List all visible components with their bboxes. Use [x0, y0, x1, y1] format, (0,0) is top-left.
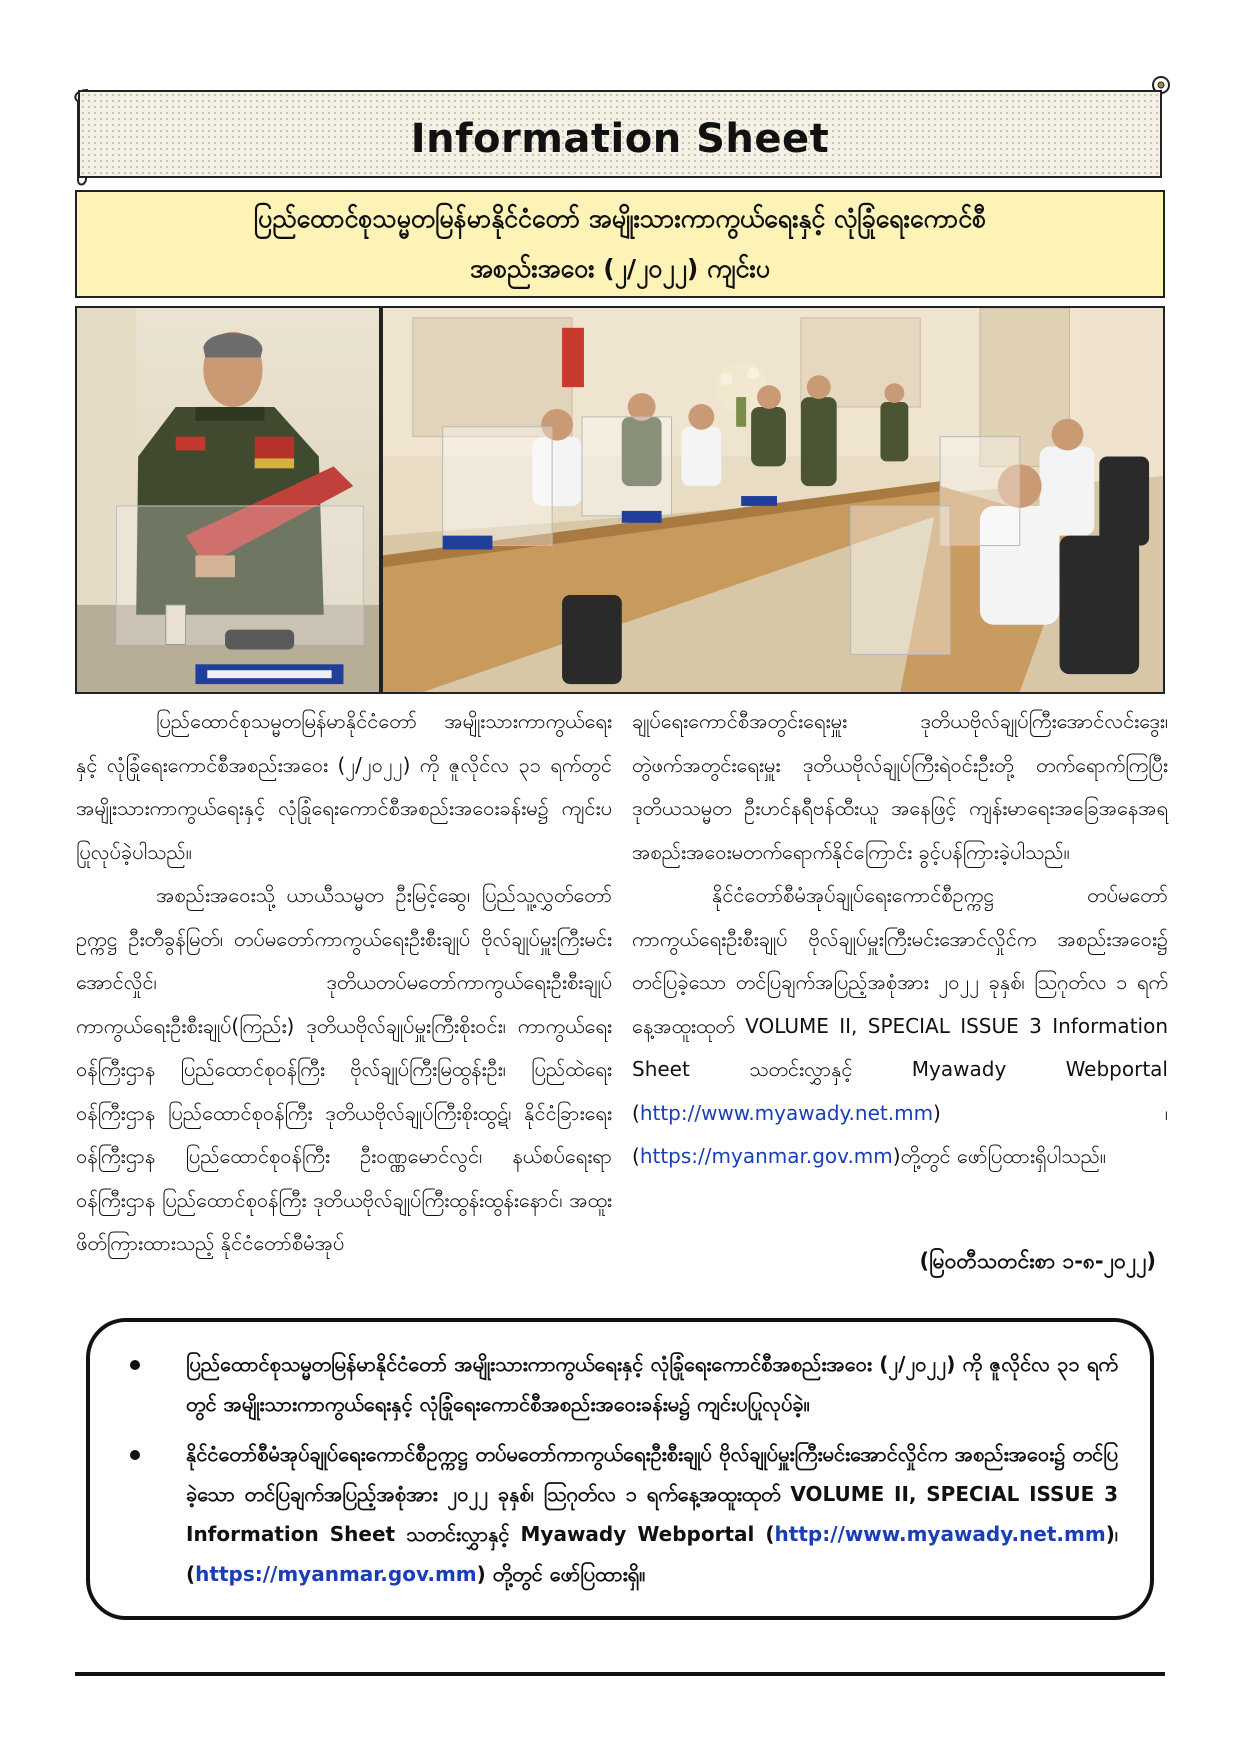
paragraph-attendees-cont: ချုပ်ရေးကောင်စီအတွင်းရေးမှူး ဒုတိယဗိုလ်ချုပ်ကြီးအောင်လင်းဒွေး၊ တွဲဖက်အတွင်းရေးမှူး ဒုတိယဗိုလ်ချုပ်ကြီးရဲဝင်းဦးတို့ တက်ရောက်ကြပြီး ဒုတိယသမ္မတ ဦးဟင်နရီဗန်ထီးယူ အနေဖြင့် ကျန်းမာရေးအခြေအနေအရ အစည်းအဝေးမတက်ရောက်နိုင်ကြောင်း ခွင့်ပန်ကြားခဲ့ပါသည်။ — [632, 709, 1168, 864]
title-banner — [78, 90, 1162, 178]
page-title: Information Sheet — [410, 116, 830, 162]
subtitle-box — [75, 190, 1165, 298]
myawady-link[interactable]: http://www.myawady.net.mm — [639, 1100, 934, 1125]
bullet-icon — [130, 1360, 140, 1370]
meeting-photo-image — [383, 308, 1163, 692]
portrait-photo-image — [77, 308, 379, 692]
portrait-photo — [75, 306, 381, 694]
summary-myawady-link[interactable]: http://www.myawady.net.mm — [774, 1522, 1106, 1546]
bullet-icon — [130, 1450, 140, 1460]
paragraph-intro: ပြည်ထောင်စုသမ္မတမြန်မာနိုင်ငံတော် အမျိုးသားကာကွယ်ရေးနှင့် လုံခြုံရေးကောင်စီအစည်းအဝေး (၂/၂၀၂၂) ကို ဇူလိုင်လ ၃၁ ရက်တွင် အမျိုးသားကာကွယ်ရေးနှင့် လုံခြုံရေးကောင်စီအစည်းအဝေးခန်းမ၌ ကျင်းပပြုလုပ်ခဲ့ပါသည်။ — [76, 709, 612, 864]
source-credit: (မြဝတီသတင်းစာ ၁-၈-၂၀၂၂) — [919, 1249, 1156, 1273]
summary-myanmar-gov-link[interactable]: https://myanmar.gov.mm — [195, 1562, 477, 1586]
footer-rule — [75, 1672, 1165, 1676]
summary-list — [130, 1344, 1118, 1594]
meeting-photo — [381, 306, 1165, 694]
summary-item-2-text-c: ) တို့တွင် ဖော်ပြထားရှိ။ — [476, 1562, 646, 1586]
summary-item-2 — [130, 1434, 1118, 1594]
subtitle-line-2: အစည်းအဝေး (၂/၂၀၂၂) ကျင်းပ — [470, 254, 770, 283]
body-column-right — [632, 700, 1168, 1179]
summary-item-1 — [130, 1344, 1118, 1424]
paragraph-attendees: အစည်းအဝေးသို့ ယာယီသမ္မတ ဦးမြင့်ဆွေ၊ ပြည်သူ့လွှတ်တော်ဥက္ကဋ္ဌ ဦးတီခွန်မြတ်၊ တပ်မတော်ကာကွယ်ရေးဦးစီးချုပ် ဗိုလ်ချုပ်မှူးကြီးမင်းအောင်လှိုင်၊ ဒုတိယတပ်မတော်ကာကွယ်ရေးဦးစီးချုပ် ကာကွယ်ရေးဦးစီးချုပ်(ကြည်း) ဒုတိယဗိုလ်ချုပ်မှူးကြီးစိုးဝင်း၊ ကာကွယ်ရေးဝန်ကြီးဌာန ပြည်ထောင်စုဝန်ကြီး ဗိုလ်ချုပ်ကြီးမြထွန်းဦး၊ ပြည်ထဲရေးဝန်ကြီးဌာန ပြည်ထောင်စုဝန်ကြီး ဒုတိယဗိုလ်ချုပ်ကြီးစိုးထွဋ်၊ နိုင်ငံခြားရေးဝန်ကြီးဌာန ပြည်ထောင်စုဝန်ကြီး ဦးဝဏ္ဏမောင်လွင်၊ နယ်စပ်ရေးရာဝန်ကြီးဌာန ပြည်ထောင်စုဝန်ကြီး ဒုတိယဗိုလ်ချုပ်ကြီးထွန်းထွန်းနောင်၊ အထူးဖိတ်ကြားထားသည့် နိုင်ငံတော်စီမံအုပ် — [76, 883, 612, 1255]
summary-item-2-text-b: )၊ ( — [186, 1522, 1118, 1586]
subtitle-line-1: ပြည်ထောင်စုသမ္မတမြန်မာနိုင်ငံတော် အမျိုးသားကာကွယ်ရေးနှင့် လုံခြုံရေးကောင်စီ — [253, 204, 987, 233]
publication-text-a: နိုင်ငံတော်စီမံအုပ်ချုပ်ရေးကောင်စီဥက္ကဋ္ဌ တပ်မတော်ကာကွယ်ရေးဦးစီးချုပ် ဗိုလ်ချုပ်မှူးကြီးမင်းအောင်လှိုင်က အစည်းအဝေး၌ တင်ပြခဲ့သော တင်ပြချက်အပြည့်အစုံအား ၂၀၂၂ ခုနှစ်၊ ဩဂုတ်လ ၁ ရက်နေ့အထူးထုတ် VOLUME II, SPECIAL ISSUE 3 Information Sheet သတင်းလွှာနှင့် Myawady Webportal ( — [632, 883, 1168, 1125]
summary-box — [86, 1318, 1154, 1620]
publication-text-c: )တို့တွင် ဖော်ပြထားရှိပါသည်။ — [892, 1144, 1106, 1168]
myanmar-gov-link[interactable]: https://myanmar.gov.mm — [639, 1144, 893, 1168]
body-column-left — [76, 700, 612, 1266]
summary-item-2-text-a: နိုင်ငံတော်စီမံအုပ်ချုပ်ရေးကောင်စီဥက္ကဋ္ဌ တပ်မတော်ကာကွယ်ရေးဦးစီးချုပ် ဗိုလ်ချုပ်မှူးကြီးမင်းအောင်လှိုင်က အစည်းအဝေး၌ တင်ပြခဲ့သော တင်ပြချက်အပြည့်အစုံအား ၂၀၂၂ ခုနှစ်၊ ဩဂုတ်လ ၁ ရက်နေ့အထူးထုတ် VOLUME II, SPECIAL ISSUE 3 Information Sheet သတင်းလွှာနှင့် Myawady Webportal ( — [186, 1442, 1118, 1546]
summary-item-1-text: ပြည်ထောင်စုသမ္မတမြန်မာနိုင်ငံတော် အမျိုးသားကာကွယ်ရေးနှင့် လုံခြုံရေးကောင်စီအစည်းအဝေး (၂/၂၀၂၂) ကို ဇူလိုင်လ ၃၁ ရက်တွင် အမျိုးသားကာကွယ်ရေးနှင့် လုံခြုံရေးကောင်စီအစည်းအဝေးခန်းမ၌ ကျင်းပပြုလုပ်ခဲ့။ — [186, 1352, 1118, 1416]
publication-text-b: ) ၊ ( — [632, 1100, 1168, 1168]
paragraph-publication — [632, 874, 1168, 1179]
